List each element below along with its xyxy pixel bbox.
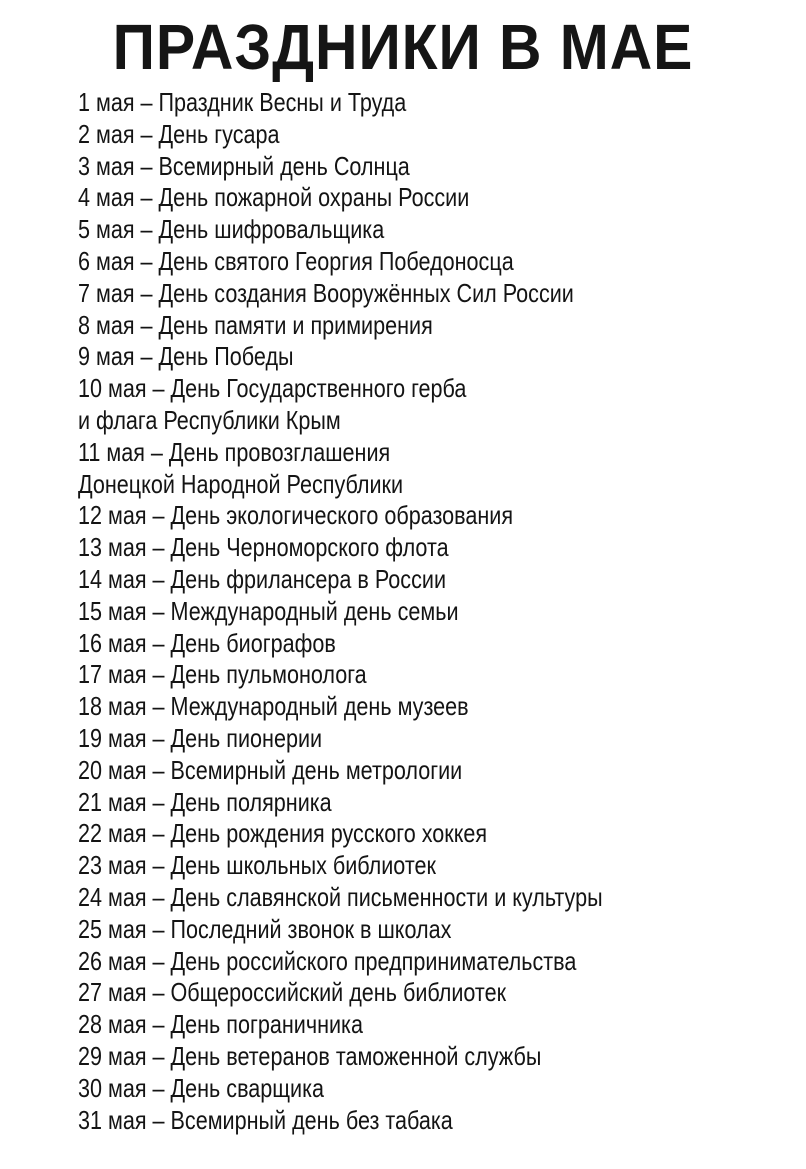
- list-item: 6 мая – День святого Георгия Победоносца: [78, 245, 514, 276]
- list-item: 7 мая – День создания Вооружённых Сил России: [78, 277, 574, 308]
- list-item: 27 мая – Общероссийский день библиотек: [78, 977, 507, 1008]
- list-item: 4 мая – День пожарной охраны России: [78, 182, 470, 213]
- list-item: 17 мая – День пульмонолога: [78, 659, 367, 690]
- list-item-continuation: и флага Республики Крым: [78, 404, 341, 435]
- list-item: 31 мая – Всемирный день без табака: [78, 1104, 453, 1135]
- list-item: 29 мая – День ветеранов таможенной службы: [78, 1040, 542, 1071]
- list-item: 26 мая – День российского предпринимательства: [78, 945, 577, 976]
- list-item: 8 мая – День памяти и примирения: [78, 309, 433, 340]
- list-item: 15 мая – Международный день семьи: [78, 595, 459, 626]
- list-item: 25 мая – Последний звонок в школах: [78, 913, 452, 944]
- list-item: 9 мая – День Победы: [78, 341, 294, 372]
- list-item: 22 мая – День рождения русского хоккея: [78, 818, 488, 849]
- list-item: 1 мая – Праздник Весны и Труда: [78, 87, 407, 117]
- list-item: 28 мая – День пограничника: [78, 1009, 363, 1040]
- list-item-continuation: Донецкой Народной Республики: [78, 468, 404, 499]
- list-item: 23 мая – День школьных библиотек: [78, 850, 436, 881]
- list-item: 24 мая – День славянской письменности и культуры: [78, 881, 603, 912]
- list-item: 30 мая – День сварщика: [78, 1072, 325, 1103]
- list-item: 2 мая – День гусара: [78, 118, 280, 149]
- list-item: 3 мая – Всемирный день Солнца: [78, 150, 410, 181]
- list-item: 18 мая – Международный день музеев: [78, 691, 469, 722]
- list-item: 21 мая – День полярника: [78, 786, 332, 817]
- list-item: 14 мая – День фрилансера в России: [78, 563, 447, 594]
- list-item: 20 мая – Всемирный день метрологии: [78, 754, 463, 785]
- list-item: 11 мая – День провозглашения: [78, 436, 391, 467]
- list-item: 16 мая – День биографов: [78, 627, 336, 658]
- list-item: 10 мая – День Государственного герба: [78, 373, 467, 404]
- page-title: ПРАЗДНИКИ В МАЕ: [112, 11, 694, 83]
- list-item: 19 мая – День пионерии: [78, 722, 323, 753]
- list-item: 12 мая – День экологического образования: [78, 500, 514, 531]
- list-item: 13 мая – День Черноморского флота: [78, 532, 449, 563]
- holiday-list: [78, 87, 768, 1136]
- list-item: 5 мая – День шифровальщика: [78, 214, 385, 245]
